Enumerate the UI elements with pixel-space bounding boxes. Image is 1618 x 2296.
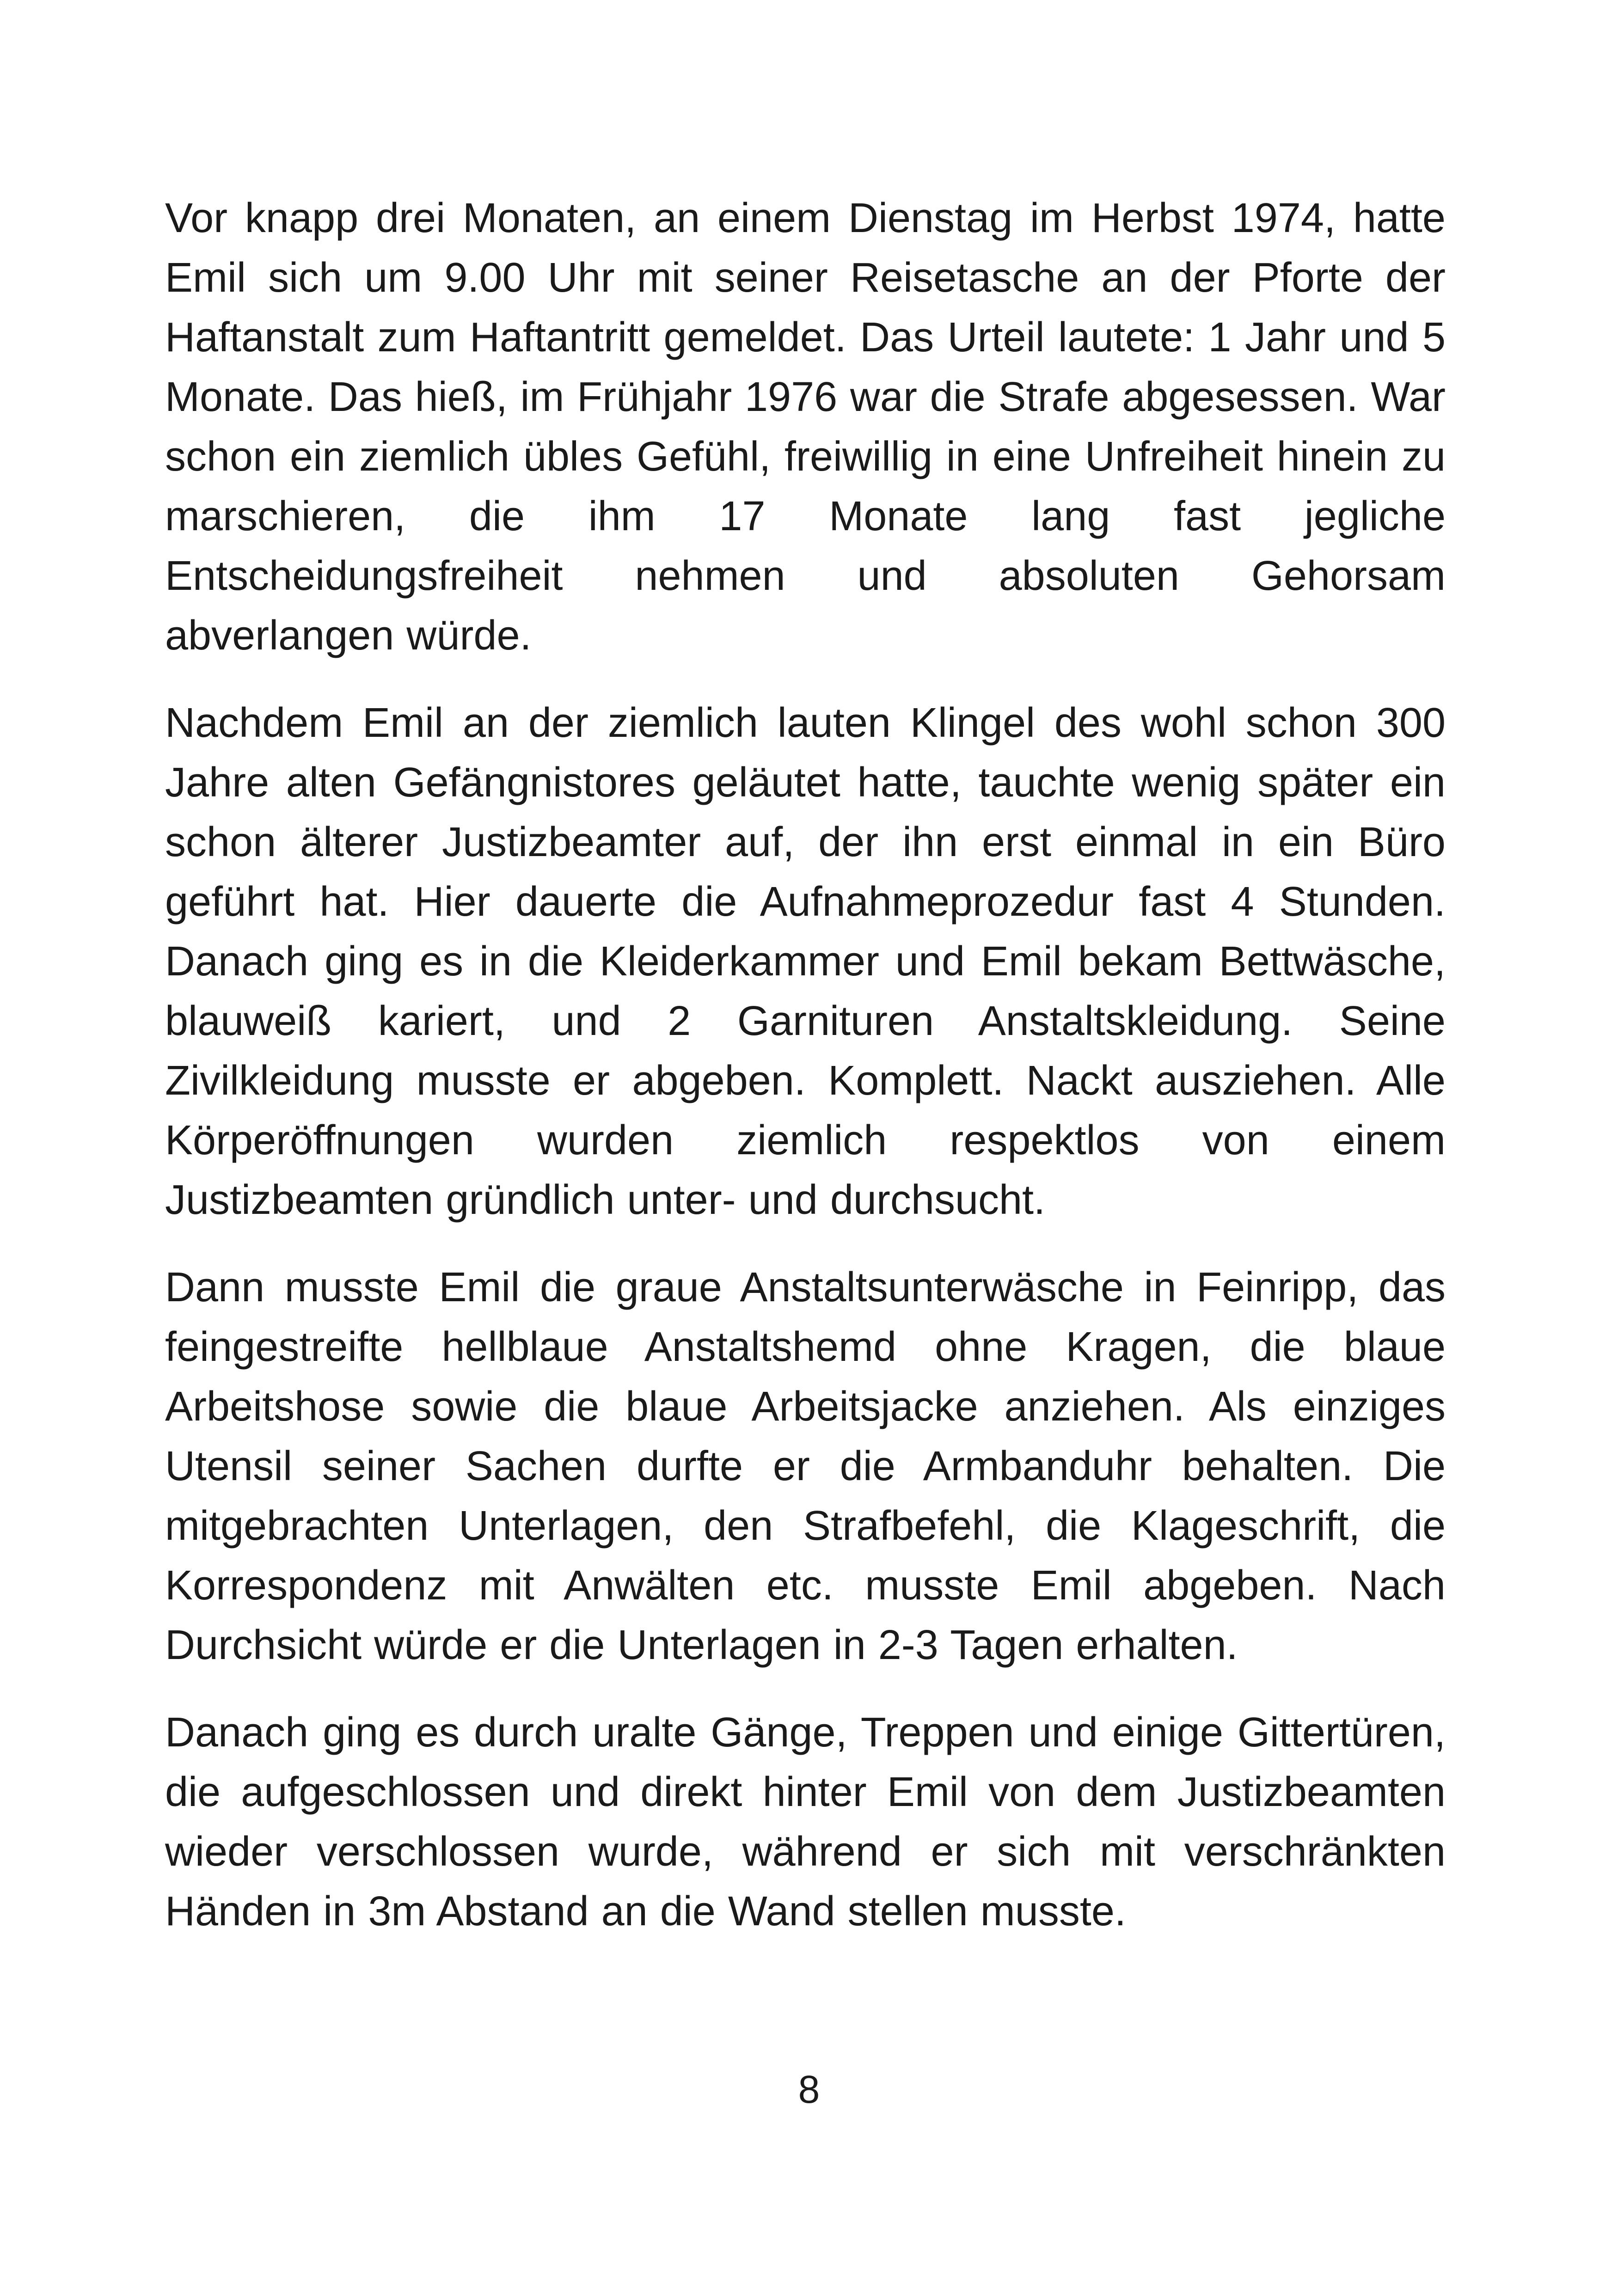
paragraph-4: Danach ging es durch uralte Gänge, Treppen und einige Gittertüren, die aufgeschlossen und direkt hinter Emil von dem Justizbeamten wieder verschlossen wurde, während er sich mit verschränkten Händen in 3m Abstand an die Wand stellen musste. [165, 1709, 1446, 1935]
page-number: 8 [798, 2068, 820, 2111]
paragraph-1: Vor knapp drei Monaten, an einem Dienstag im Herbst 1974, hatte Emil sich um 9.00 Uhr mit seiner Reisetasche an der Pforte der Haftanstalt zum Haftantritt gemeldet. Das Urteil lautete: 1 Jahr und 5 Monate. Das hieß, im Frühjahr 1976 war die Strafe abgesessen. War schon ein ziemlich übles Gefühl, freiwillig in eine Unfreiheit hinein zu marschieren, die ihm 17 Monate lang fast jegliche Entscheidungsfreiheit nehmen und absoluten Gehorsam abverlangen würde. [165, 195, 1446, 659]
paragraph-2: Nachdem Emil an der ziemlich lauten Klingel des wohl schon 300 Jahre alten Gefängnistores geläutet hatte, tauchte wenig später ein schon älterer Justizbeamter auf, der ihn erst einmal in ein Büro geführt hat. Hier dauerte die Aufnahmeprozedur fast 4 Stunden. Danach ging es in die Kleiderkammer und Emil bekam Bettwäsche, blauweiß kariert, und 2 Garnituren Anstaltskleidung. Seine Zivilkleidung musste er abgeben. Komplett. Nackt ausziehen. Alle Körperöffnungen wurden ziemlich respektlos von einem Justizbeamten gründlich unter- und durchsucht. [165, 700, 1446, 1223]
body-text [165, 189, 1446, 1969]
paragraph-3: Dann musste Emil die graue Anstaltsunterwäsche in Feinripp, das feingestreifte hellblaue Anstaltshemd ohne Kragen, die blaue Arbeitshose sowie die blaue Arbeitsjacke anziehen. Als einziges Utensil seiner Sachen durfte er die Armbanduhr behalten. Die mitgebrachten Unterlagen, den Strafbefehl, die Klageschrift, die Korrespondenz mit Anwälten etc. musste Emil abgeben. Nach Durchsicht würde er die Unterlagen in 2-3 Tagen erhalten. [165, 1264, 1446, 1668]
